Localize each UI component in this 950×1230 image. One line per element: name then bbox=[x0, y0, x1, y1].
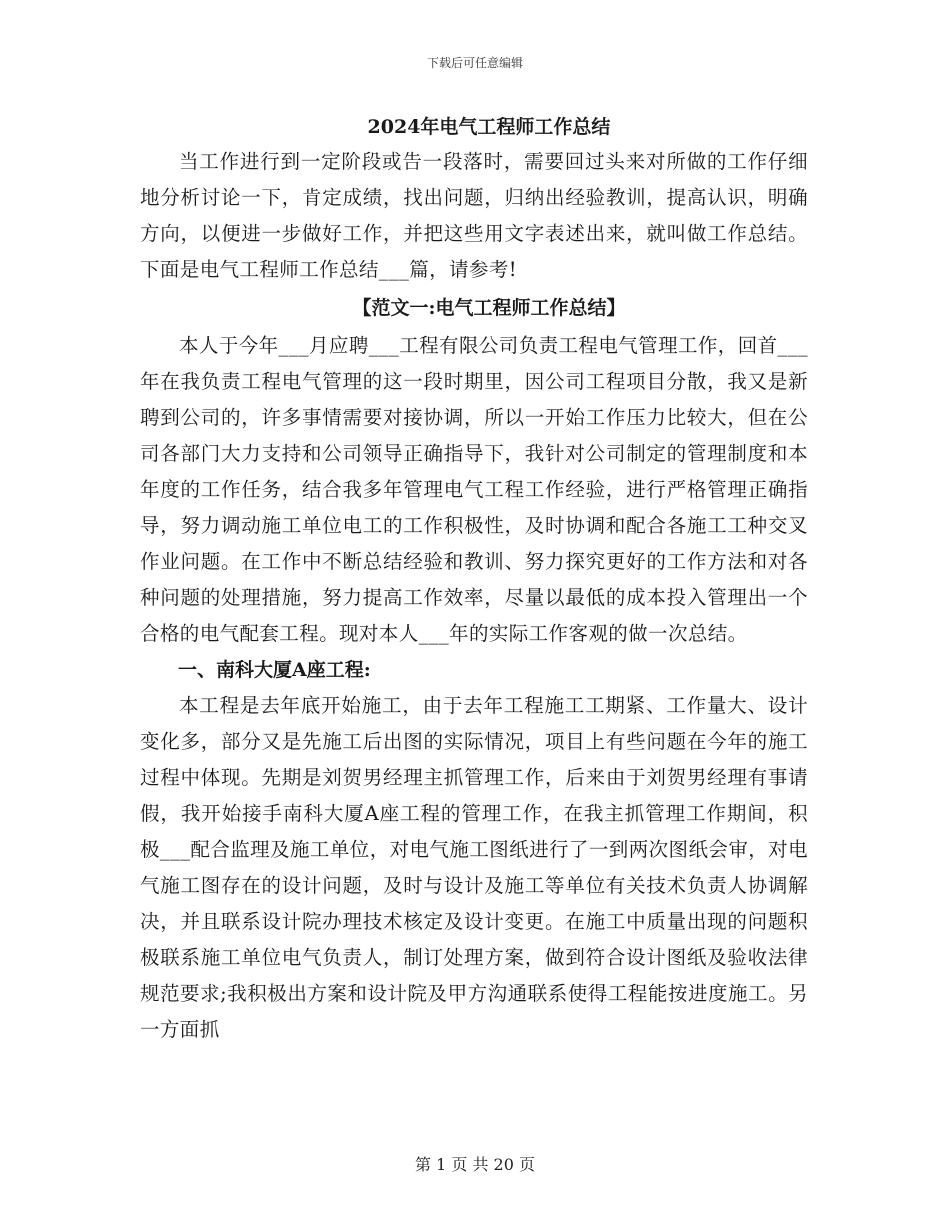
header-note: 下载后可任意编辑 bbox=[426, 56, 523, 70]
subsection-heading: 一、南科大厦A座工程: bbox=[178, 659, 371, 681]
document-title: 2024年电气工程师工作总结 bbox=[367, 116, 611, 138]
intro-paragraph: 当工作进行到一定阶段或告一段落时，需要回过头来对所做的工作仔细地分析讨论一下，肯定成绩，找出问题，归纳出经验教训，提高认识，明确方向，以便进一步做好工作，并把这些用文字表述出来，就叫做工作总结。下面是电气工程师工作总结___篇，请参考! bbox=[140, 150, 808, 281]
body-paragraph: 本工程是去年底开始施工，由于去年工程施工工期紧、工作量大、设计变化多，部分又是先施工后出图的实际情况，项目上有些问题在今年的施工过程中体现。先期是刘贺男经理主抓管理工作，后来由于刘贺男经理有事请假，我开始接手南科大厦A座工程的管理工作，在我主抓管理工作期间，积极___配合监理及施工单位，对电气施工图纸进行了一到两次图纸会审，对电气施工图存在的设计问题，及时与设计及施工等单位有关技术负责人协调解决，并且联系设计院办理技术核定及设计变更。在施工中质量出现的问题积极联系施工单位电气负责人，制订处理方案，做到符合设计图纸及验收法律规范要求;我积极出方案和设计院及甲方沟通联系使得工程能按进度施工。另一方面抓 bbox=[140, 694, 808, 1041]
section-heading: 【范文一:电气工程师工作总结】 bbox=[352, 297, 626, 319]
document-body bbox=[140, 110, 808, 1048]
body-paragraph: 本人于今年___月应聘___工程有限公司负责工程电气管理工作，回首___年在我负责工程电气管理的这一段时期里，因公司工程项目分散，我又是新聘到公司的，许多事情需要对接协调，所以一开始工作压力比较大，但在公司各部门大力支持和公司领导正确指导下，我针对公司制定的管理制度和本年度的工作任务，结合我多年管理电气工程工作经验，进行严格管理正确指导，努力调动施工单位电工的工作积极性，及时协调和配合各施工工种交叉作业问题。在工作中不断总结经验和教训、努力探究更好的工作方法和对各种问题的处理措施，努力提高工作效率，尽量以最低的成本投入管理出一个合格的电气配套工程。现对本人___年的实际工作客观的做一次总结。 bbox=[140, 334, 808, 645]
page-number: 第 1 页 共 20 页 bbox=[415, 1155, 535, 1174]
